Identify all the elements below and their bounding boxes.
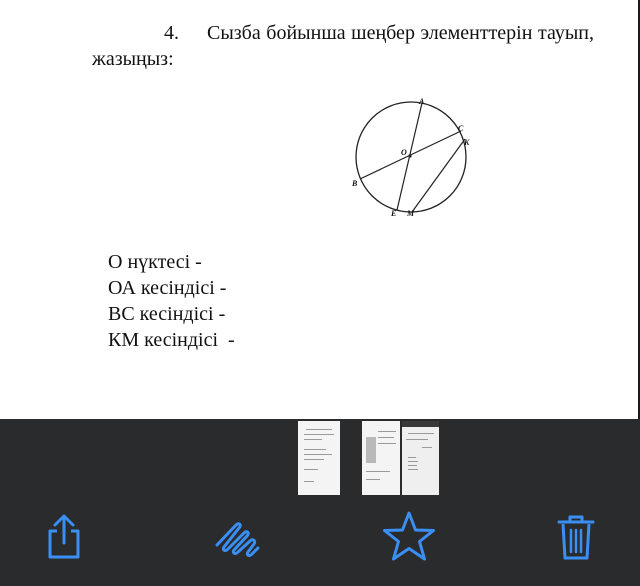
markup-button[interactable] [214, 511, 270, 563]
answer-line-oa: ОА кесіндісі - [108, 277, 227, 299]
task-text-block [92, 20, 594, 72]
markup-pen-icon [214, 515, 270, 559]
task-text: Сызба бойынша шеңбер элементтерін тауып, жазыңыз: [92, 22, 594, 70]
answer-line-bc: ВС кесіндісі - [108, 303, 226, 325]
thumbnail-2[interactable] [362, 421, 400, 495]
label-b: B [352, 179, 358, 188]
label-k: K [464, 138, 470, 147]
thumbnail-strip[interactable] [0, 419, 640, 499]
delete-button[interactable] [552, 511, 600, 563]
answer-line-km: КМ кесіндісі - [108, 329, 235, 351]
star-icon [381, 510, 437, 564]
label-e: E [391, 209, 397, 218]
thumbnail-current[interactable] [402, 421, 439, 495]
task-number: 4. [164, 22, 179, 44]
label-m: M [407, 209, 415, 218]
answer-list [108, 249, 235, 353]
favorite-button[interactable] [380, 511, 438, 563]
answer-line-o: О нүктесі - [108, 251, 202, 273]
circle-figure [345, 94, 480, 220]
label-a: A [419, 97, 425, 106]
trash-icon [556, 512, 596, 562]
center-point [408, 154, 411, 157]
label-o: O [401, 148, 407, 157]
share-button[interactable] [40, 511, 88, 563]
label-c: C [458, 124, 464, 133]
thumbnail-1[interactable] [298, 421, 340, 495]
share-icon [44, 513, 84, 561]
bottom-toolbar [0, 419, 640, 586]
